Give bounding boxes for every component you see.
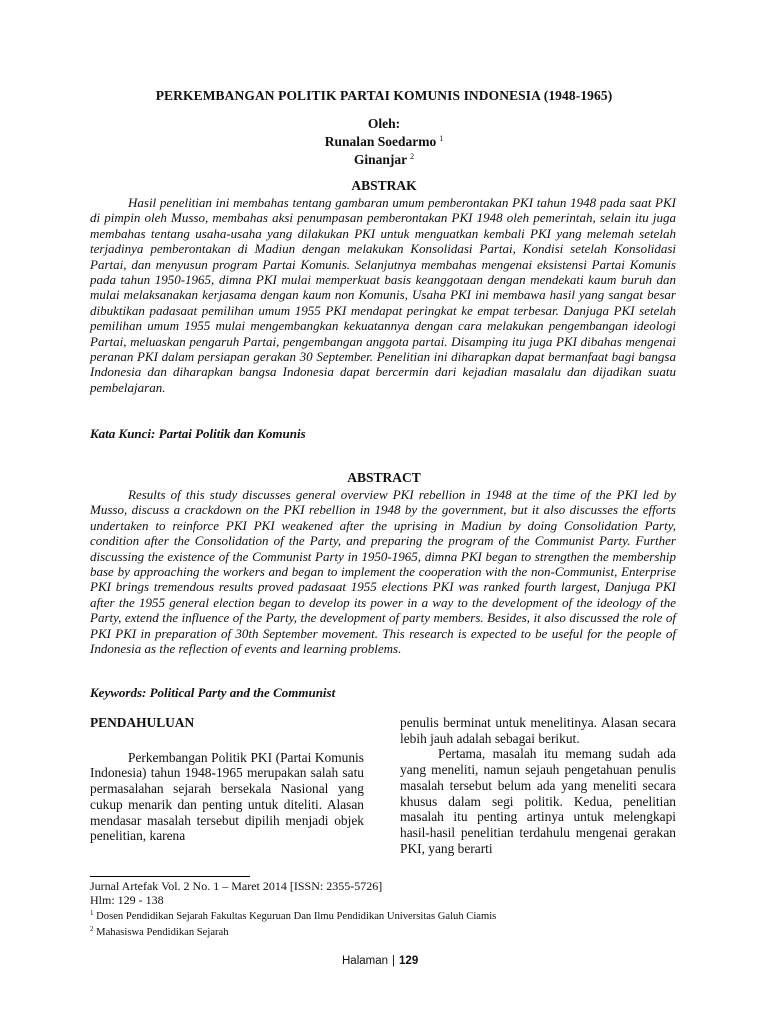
author-1 bbox=[0, 131, 768, 149]
author-1-footnote-mark: 1 bbox=[439, 134, 444, 143]
footnote-2-text: Mahasiswa Pendidikan Sejarah bbox=[96, 927, 229, 938]
page-label: Halaman bbox=[342, 955, 389, 967]
footnote-1-text: Dosen Pendidikan Sejarah Fakultas Keguruan Dan Ilmu Pendidikan Universitas Galuh Ciamis bbox=[96, 911, 497, 922]
journal-citation: Jurnal Artefak Vol. 2 No. 1 – Maret 2014 [ISSN: 2355-5726] bbox=[90, 879, 383, 893]
footnote-1 bbox=[90, 907, 496, 923]
left-column bbox=[90, 715, 364, 844]
right-column bbox=[400, 715, 676, 856]
page-range: Hlm: 129 - 138 bbox=[90, 892, 164, 907]
right-column-paragraph-1: penulis berminat untuk menelitinya. Alasan secara lebih jauh adalah sebagai berikut. bbox=[400, 715, 676, 746]
page-number: 129 bbox=[399, 955, 419, 967]
left-column-paragraph: Perkembangan Politik PKI (Partai Komunis Indonesia) tahun 1948-1965 merupakan salah satu permasalahan sejarah bersekala Nasional yang cukup menarik dan penting untuk diteliti. Alasan mendasar masalah tersebut dipilih menjadi objek penelitian, karena bbox=[90, 749, 364, 844]
abstract-text: Results of this study discusses general overview PKI rebellion in 1948 at the time of the PKI led by Musso, discuss a crackdown on the PKI rebellion in 1948 by the government, but it also discusses the efforts undertaken to reinforce PKI PKI weakened after the uprising in Madiun by doing Consolidation Party, condition after the Consolidation of the Party, and preparing the program of the Communist Party. Further discussing the existence of the Communist Party in 1950-1965, dimna PKI began to strengthen the membership base by approaching the workers and began to implement the cooperation with the non-Communist, Enterprise PKI brings tremendous results proved padasaat 1955 elections PKI was ranked fourth largest, Danjuga PKI after the 1955 general election began to develop its power in a way to the development of the ideology of the Party, extend the influence of the Party, the development of party members. Besides, it also discussed the role of PKI PKI in preparation of 30th September movement. This research is expected to be useful for the people of Indonesia as the reflection of events and learning problems. bbox=[90, 487, 676, 657]
author-2-footnote-mark: 2 bbox=[410, 152, 415, 161]
footnote-1-mark: 1 bbox=[90, 909, 94, 917]
footnote-divider bbox=[90, 876, 250, 877]
page-footer bbox=[342, 955, 418, 967]
right-column-paragraph-2: Pertama, masalah itu memang sudah ada yang meneliti, namun sejauh pengetahuan penulis masalah tersebut belum ada yang meneliti secara khusus dalam segi politik. Kedua, penelitian masalah itu penting artinya untuk melengkapi hasil-hasil penelitian terdahulu mengenai gerakan PKI, yang berarti bbox=[400, 746, 676, 856]
page-separator: | bbox=[392, 955, 396, 967]
abstract-heading: ABSTRACT bbox=[347, 470, 421, 485]
footnote-2-mark: 2 bbox=[90, 925, 94, 933]
abstrak-keywords: Kata Kunci: Partai Politik dan Komunis bbox=[90, 426, 306, 441]
abstract-keywords: Keywords: Political Party and the Communist bbox=[90, 685, 336, 700]
article-title: PERKEMBANGAN POLITIK PARTAI KOMUNIS INDONESIA (1948-1965) bbox=[155, 88, 613, 103]
abstrak-heading: ABSTRAK bbox=[351, 178, 417, 193]
abstrak-text: Hasil penelitian ini membahas tentang gambaran umum pemberontakan PKI tahun 1948 pada saat PKI di pimpin oleh Musso, membahas aksi penumpasan pemberontakan PKI 1948 oleh pemerintah, selain itu juga membahas tentang usaha-usaha yang dilakukan PKI untuk menguatkan kembali PKI yang melemah setelah terjadinya pemberontakan di Madiun dengan melakukan Konsolidasi Partai, Kondisi setelah Konsolidasi Partai, dan menyusun program Partai Komunis. Selanjutnya membahas mengenai eksistensi Partai Komunis pada tahun 1950-1965, dimna PKI mulai memperkuat basis keanggotaan dengan mendekati kaum buruh dan mulai melaksanakan kerjasama dengan kaum non Komunis, Usaha PKI ini membawa hasil yang sangat besar dibuktikan padasaat pemilihan umum 1955 PKI mendapat peringkat ke empat terbesar. Danjuga PKI setelah pemilihan umum 1955 mulai mengembangkan kekuatannya dengan cara melakukan pengembangan ideologi Partai, meluaskan pengaruh Partai, pengembangan anggota partai. Disamping itu juga PKI dibahas mengenai peranan PKI dalam persiapan gerakan 30 September. Penelitian ini diharapkan dapat bermanfaat bagi bangsa Indonesia dan diharapkan bangsa Indonesia dapat bercermin dari kejadian masalalu dan dijadikan suatu pembelajaran. bbox=[90, 195, 676, 395]
footnote-2 bbox=[90, 923, 496, 939]
footnotes bbox=[90, 880, 496, 939]
author-2-name: Ginanjar bbox=[353, 152, 408, 167]
author-1-name: Runalan Soedarmo bbox=[324, 134, 437, 149]
author-2 bbox=[0, 149, 768, 167]
author-block bbox=[0, 116, 768, 167]
section-heading: PENDAHULUAN bbox=[90, 715, 195, 730]
by-label: Oleh: bbox=[367, 116, 401, 131]
